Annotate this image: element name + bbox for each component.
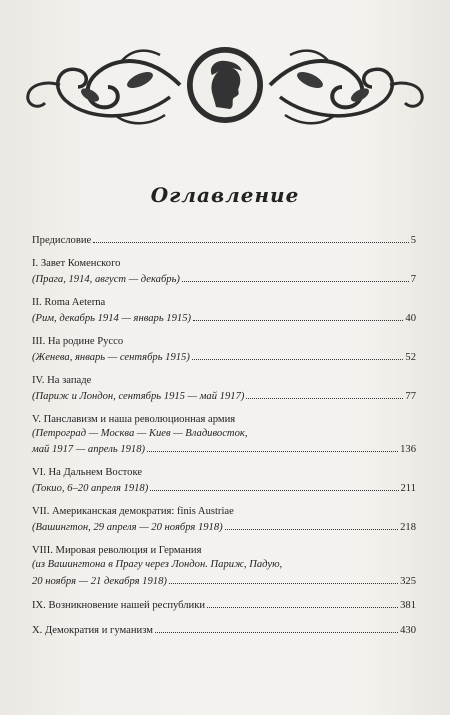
toc-entry-line: [32, 232, 416, 248]
toc-entry: [32, 413, 416, 458]
toc-page-number: 136: [400, 444, 416, 456]
toc-entry-subtitle: (Вашингтон, 29 апреля — 20 ноября 1918): [32, 522, 223, 534]
dot-leader: [182, 271, 409, 282]
toc-entry-line: [32, 271, 416, 287]
toc-entry: [32, 597, 416, 613]
toc-entry-subtitle: (Токио, 6–20 апреля 1918): [32, 483, 149, 495]
dot-leader: [93, 232, 408, 243]
dot-leader: [225, 519, 398, 530]
toc-page-number: 430: [400, 625, 416, 636]
toc-entry-line: [32, 622, 416, 638]
toc-page-number: 52: [405, 352, 416, 363]
toc-page-number: 77: [405, 391, 416, 402]
toc-entry: [32, 544, 416, 589]
toc-entry-title: VI. На Дальнем Востоке: [32, 467, 143, 478]
toc-entry-line: [32, 388, 416, 404]
toc-entry-subtitle: (из Вашингтона в Прагу через Лондон. Париж, Падую,: [32, 559, 283, 571]
toc-entry-title: IX. Возникновение нашей республики: [32, 600, 206, 612]
dot-leader: [193, 310, 403, 321]
toc-entry: [32, 374, 416, 405]
toc-page-number: 7: [410, 274, 416, 285]
toc-entry: [32, 466, 416, 497]
toc-page-number: 40: [405, 313, 416, 324]
toc-entry-title: VII. Американская демократия: finis Austriae: [32, 506, 234, 517]
toc-entry-subtitle: (Прага, 1914, август — декабрь): [32, 274, 180, 285]
toc-entry-title: III. На родине Руссо: [32, 335, 124, 347]
toc-entry-subtitle: май 1917 — апрель 1918): [32, 444, 146, 456]
page-title: Оглавление: [150, 183, 300, 207]
dot-leader: [169, 573, 398, 584]
toc-entry: [32, 296, 416, 327]
toc-entry: [32, 257, 416, 288]
toc-entry-subtitle: (Париж и Лондон, сентябрь 1915 — май 1917): [32, 391, 245, 402]
toc-entry-line: [32, 310, 416, 326]
dot-leader: [246, 388, 403, 399]
toc-page-number: 211: [400, 483, 416, 495]
toc-entry-title: I. Завет Коменского: [32, 257, 121, 269]
toc-entry-subtitle: (Рим, декабрь 1914 — январь 1915): [32, 313, 192, 324]
toc-page-number: 325: [400, 575, 416, 587]
dot-leader: [150, 480, 398, 491]
toc-entry-line: [32, 480, 416, 496]
toc-entry: [32, 505, 416, 536]
dot-leader: [207, 597, 398, 608]
toc-entry-title: Предисловие: [32, 235, 92, 246]
dot-leader: [147, 441, 398, 452]
toc-entry-line: [32, 349, 416, 365]
toc-entry: [32, 232, 416, 248]
toc-entry-line: [32, 441, 416, 457]
dot-leader: [155, 622, 398, 633]
toc-entry-title: VIII. Мировая революция и Германия: [32, 545, 202, 556]
toc-entry: [32, 335, 416, 366]
ornamental-headpiece: [20, 35, 430, 135]
toc-entry-line: [32, 573, 416, 589]
toc-entry-title: II. Roma Aeterna: [32, 296, 106, 308]
toc-page-number: 381: [400, 600, 416, 612]
toc-entry-subtitle: 20 ноября — 21 декабря 1918): [32, 575, 167, 587]
dot-leader: [192, 349, 404, 360]
toc-page-number: 218: [400, 522, 416, 534]
toc-entry-title: X. Демократия и гуманизм: [32, 625, 153, 636]
toc-entry-line: [32, 519, 416, 535]
toc-entry-title: V. Панславизм и наша революционная армия: [32, 413, 236, 425]
toc-entry-subtitle: (Женева, январь — сентябрь 1915): [32, 352, 190, 363]
toc-page-number: 5: [410, 235, 416, 246]
toc-entry-title: IV. На западе: [32, 374, 92, 386]
toc-entry-line: [32, 597, 416, 613]
toc-entry-subtitle: (Петроград — Москва — Киев — Владивосток,: [32, 428, 248, 439]
table-of-contents: [32, 232, 416, 647]
toc-entry: [32, 622, 416, 638]
